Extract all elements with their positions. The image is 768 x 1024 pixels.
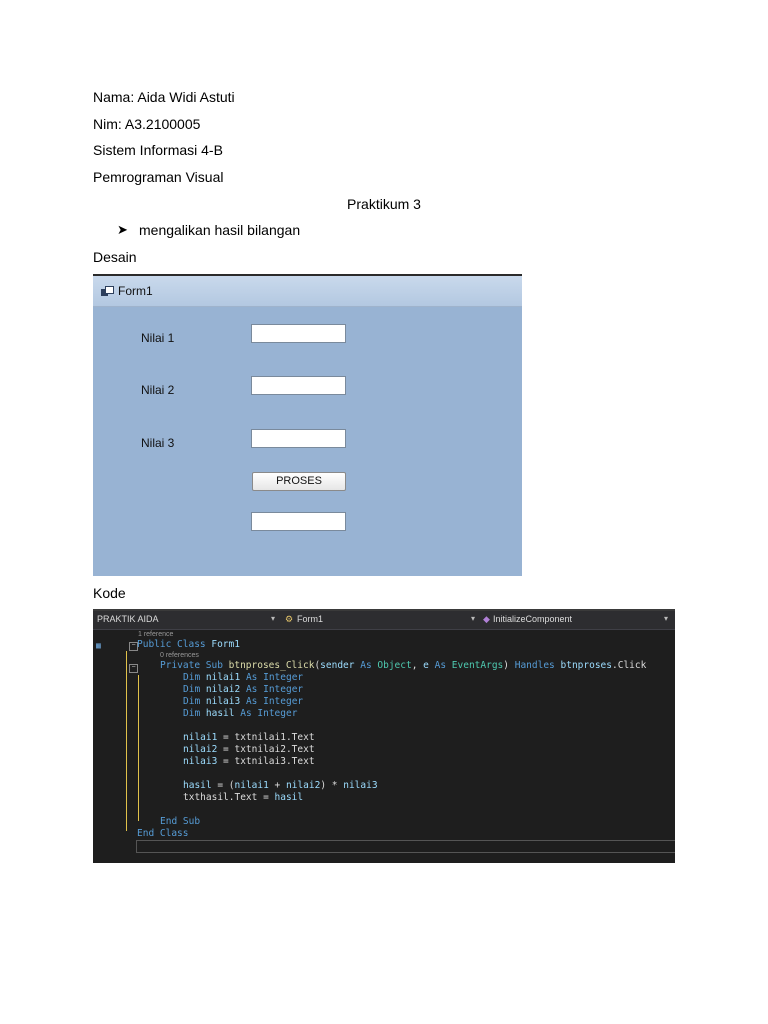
output-hasil[interactable]	[251, 512, 346, 531]
code-line: Dim nilai3 As Integer	[183, 696, 304, 707]
label-nilai1: Nilai 1	[141, 331, 175, 345]
code-line: nilai1 = txtnilai1.Text	[183, 732, 315, 743]
code-line: Dim nilai1 As Integer	[183, 672, 304, 683]
fold-toggle-icon[interactable]: −	[129, 642, 138, 651]
chevron-down-icon[interactable]: ▾	[471, 614, 476, 623]
design-heading: Desain	[93, 249, 137, 265]
nav-project[interactable]: PRAKTIK AIDA	[97, 614, 159, 624]
arrow-bullet-icon: ➤	[117, 222, 128, 237]
code-line: nilai2 = txtnilai2.Text	[183, 744, 315, 755]
input-nilai1[interactable]	[251, 324, 346, 343]
change-marker	[138, 675, 139, 821]
code-line: Dim nilai2 As Integer	[183, 684, 304, 695]
course-name: Pemrograman Visual	[93, 169, 224, 185]
current-line-box	[136, 840, 675, 853]
form-window-icon	[101, 286, 113, 296]
code-line: Public Class Form1	[137, 639, 240, 650]
study-program: Sistem Informasi 4-B	[93, 142, 223, 158]
fold-toggle-icon[interactable]: −	[129, 664, 138, 673]
code-line: Dim hasil As Integer	[183, 708, 298, 719]
page-title: Praktikum 3	[347, 196, 421, 212]
form-title: Form1	[118, 284, 153, 298]
input-nilai2[interactable]	[251, 376, 346, 395]
form-titlebar	[93, 276, 522, 307]
overview-icon: ▦	[96, 641, 101, 650]
student-name: Nama: Aida Widi Astuti	[93, 89, 235, 105]
student-nim: Nim: A3.2100005	[93, 116, 201, 132]
bullet-text: mengalikan hasil bilangan	[139, 222, 301, 238]
chevron-down-icon[interactable]: ▾	[271, 614, 276, 623]
label-nilai2: Nilai 2	[141, 383, 175, 397]
chevron-down-icon[interactable]: ▾	[664, 614, 669, 623]
code-line: txthasil.Text = hasil	[183, 792, 304, 803]
nav-class[interactable]: Form1	[297, 614, 324, 624]
code-line: nilai3 = txtnilai3.Text	[183, 756, 315, 767]
code-lens-references[interactable]: 0 references	[160, 652, 199, 659]
proses-button[interactable]: PROSES	[252, 472, 346, 491]
code-line: End Class	[137, 828, 189, 839]
class-icon: ⚙	[285, 614, 294, 624]
form-design-screenshot	[93, 274, 522, 576]
code-line: Private Sub btnproses_Click(sender As Object, e As EventArgs) Handles btnproses.Click	[160, 660, 647, 671]
code-lens-references[interactable]: 1 reference	[138, 631, 174, 638]
change-marker	[126, 651, 127, 831]
nav-member[interactable]: InitializeComponent	[493, 614, 573, 624]
input-nilai3[interactable]	[251, 429, 346, 448]
method-icon: ◆	[483, 614, 490, 624]
code-line: hasil = (nilai1 + nilai2) * nilai3	[183, 780, 378, 791]
label-nilai3: Nilai 3	[141, 436, 175, 450]
code-navigation-bar	[93, 611, 675, 630]
code-editor-screenshot	[93, 609, 675, 863]
code-heading: Kode	[93, 585, 126, 601]
code-line: End Sub	[160, 816, 201, 827]
